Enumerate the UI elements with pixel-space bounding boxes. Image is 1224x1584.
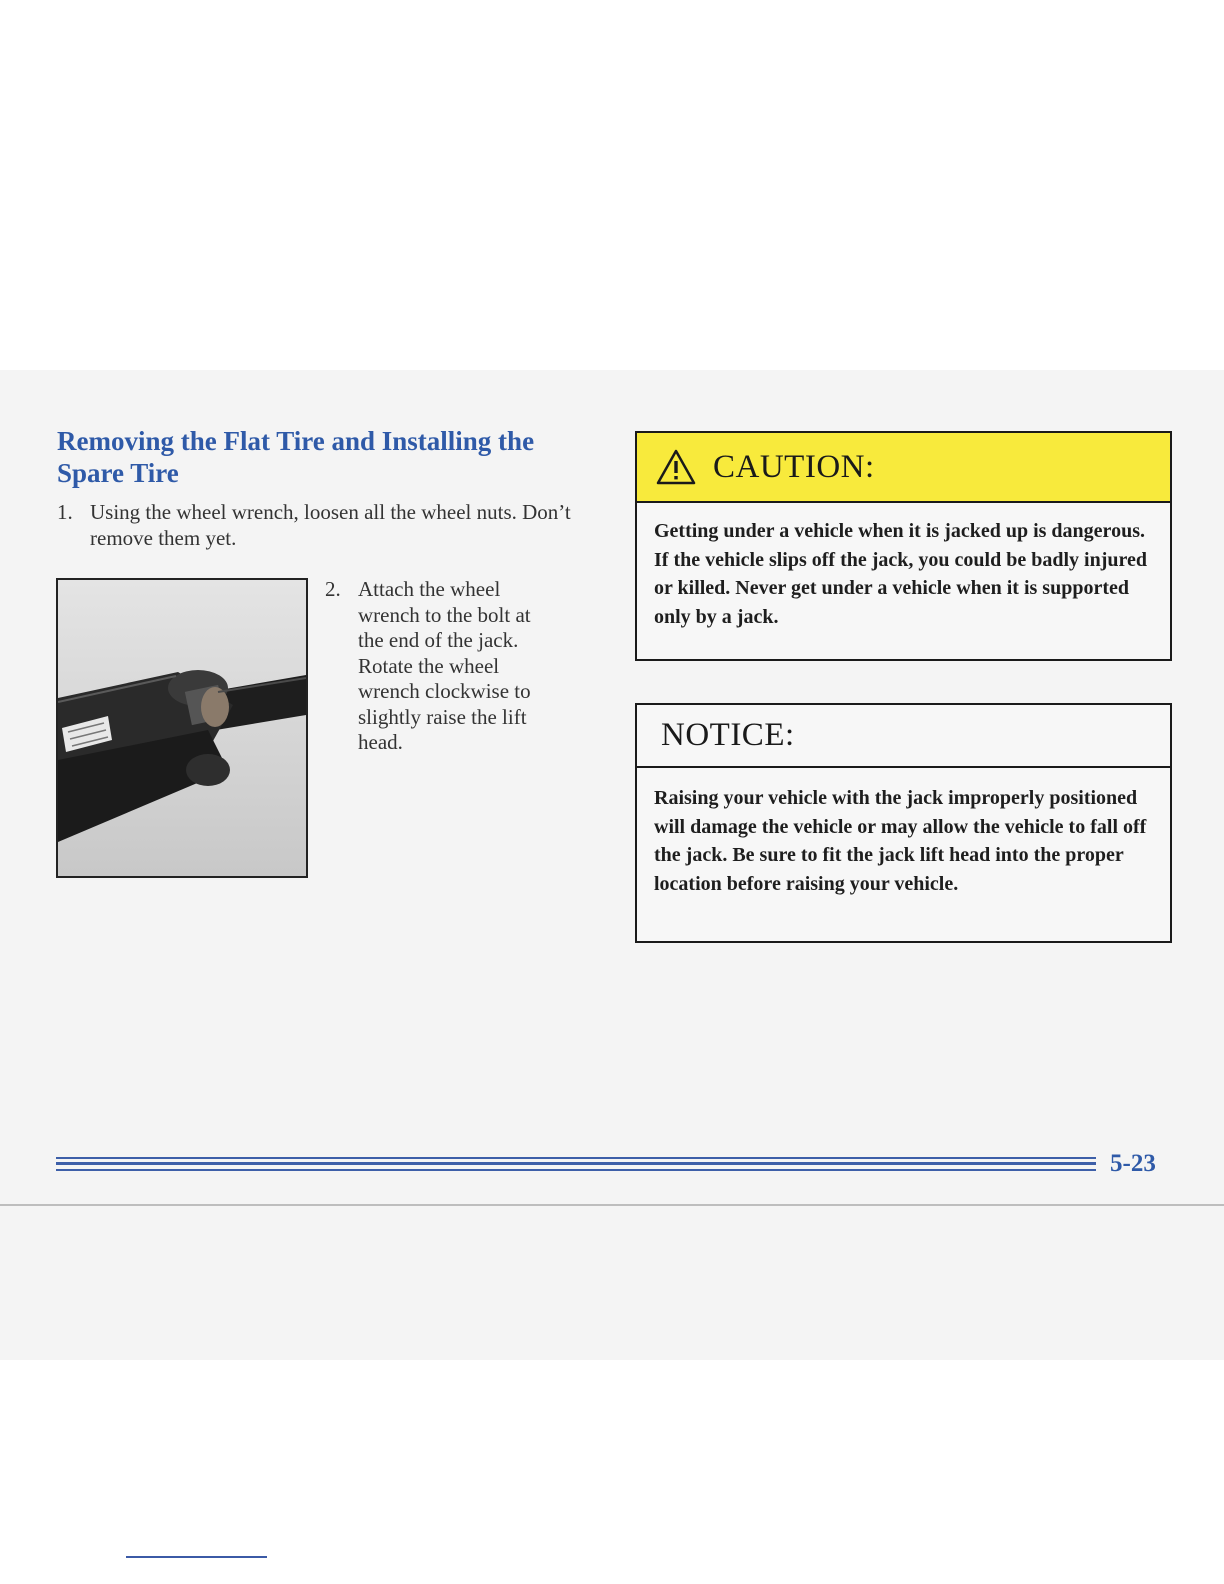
notice-header [637,705,1170,768]
page-number: 5-23 [1110,1150,1156,1177]
decorative-underline [126,1556,267,1558]
step-2-number: 2. [325,577,341,601]
jack-photo [56,578,308,878]
step-2 [325,577,555,756]
caution-label: CAUTION: [713,448,875,485]
caution-box [635,431,1172,661]
step-1 [57,500,597,551]
section-title: Removing the Flat Tire and Installing the Spare Tire [57,426,535,488]
caution-text: Getting under a vehicle when it is jacked up is dangerous. If the vehicle slips off the jack, you could be badly injured or killed. Never get under a vehicle when it is supported only by a jack. [654,520,1147,628]
notice-text: Raising your vehicle with the jack improperly positioned will damage the vehicle or may allow the vehicle to fall off the jack. Be sure to fit the jack lift head into the proper location before raising your vehicle. [654,787,1147,895]
step-1-text: Using the wheel wrench, loosen all the wheel nuts. Don’t remove them yet. [90,500,571,550]
step-1-number: 1. [57,500,73,524]
notice-box [635,703,1172,943]
page-edge-line [0,1204,1224,1206]
footer-rule [56,1157,1096,1173]
notice-label: NOTICE: [661,717,795,753]
jack-wrench-illustration [58,580,306,876]
warning-triangle-icon [655,448,697,486]
caution-header [637,433,1170,503]
step-2-text: Attach the wheel wrench to the bolt at the end of the jack. Rotate the wheel wrench clockwise to slightly raise the lift head. [358,577,531,754]
